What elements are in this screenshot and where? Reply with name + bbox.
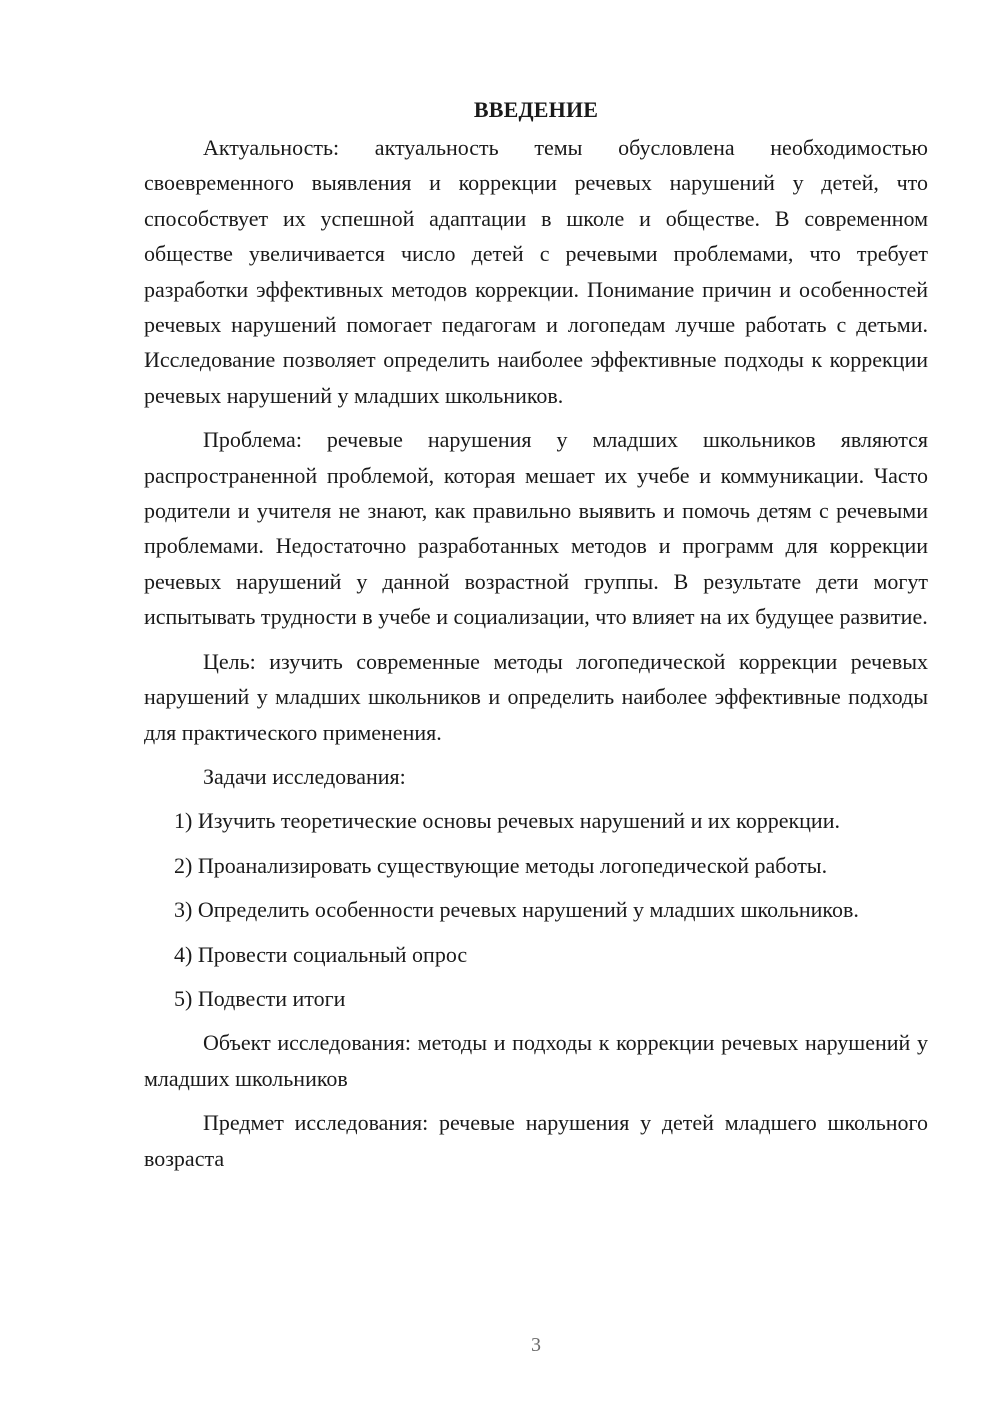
task-item-2: 2) Проанализировать существующие методы логопедической работы. [174, 852, 828, 878]
page-number: 3 [531, 1334, 541, 1356]
goal-paragraph: Цель: изучить современные методы логопедической коррекции речевых нарушений у младших школьников и определить наиболее эффективные подходы для практического применения. [144, 648, 928, 745]
problem-paragraph: Проблема: речевые нарушения у младших школьников являются распространенной проблемой, которая мешает их учебе и коммуникации. Часто родители и учителя не знают, как правильно выявить и помочь детям с речевыми проблемами. Недостаточно разработанных методов и программ для коррекции речевых нарушений у данной возрастной группы. В результате дети могут испытывать трудности в учебе и социализации, что влияет на их будущее развитие. [144, 427, 928, 630]
task-item-4: 4) Провести социальный опрос [174, 941, 468, 967]
subject-paragraph: Предмет исследования: речевые нарушения у детей младшего школьного возраста [144, 1110, 928, 1171]
task-item-1: 1) Изучить теоретические основы речевых нарушений и их коррекции. [174, 808, 840, 834]
relevance-paragraph: Актуальность: актуальность темы обусловлена необходимостью своевременного выявления и коррекции речевых нарушений у детей, что способствует их успешной адаптации в школе и обществе. В современном обществе увеличивается число детей с речевыми проблемами, что требует разработки эффективных методов коррекции. Понимание причин и особенностей речевых нарушений помогает педагогам и логопедам лучше работать с детьми. Исследование позволяет определить наиболее эффективные подходы к коррекции речевых нарушений у младших школьников. [144, 135, 928, 408]
tasks-title: Задачи исследования: [203, 763, 406, 789]
document-page [144, 92, 928, 1185]
task-item-5: 5) Подвести итоги [174, 985, 346, 1011]
section-heading: ВВЕДЕНИЕ [473, 97, 599, 122]
task-item-3: 3) Определить особенности речевых нарушений у младших школьников. [174, 897, 859, 923]
object-paragraph: Объект исследования: методы и подходы к коррекции речевых нарушений у младших школьников [144, 1030, 928, 1091]
